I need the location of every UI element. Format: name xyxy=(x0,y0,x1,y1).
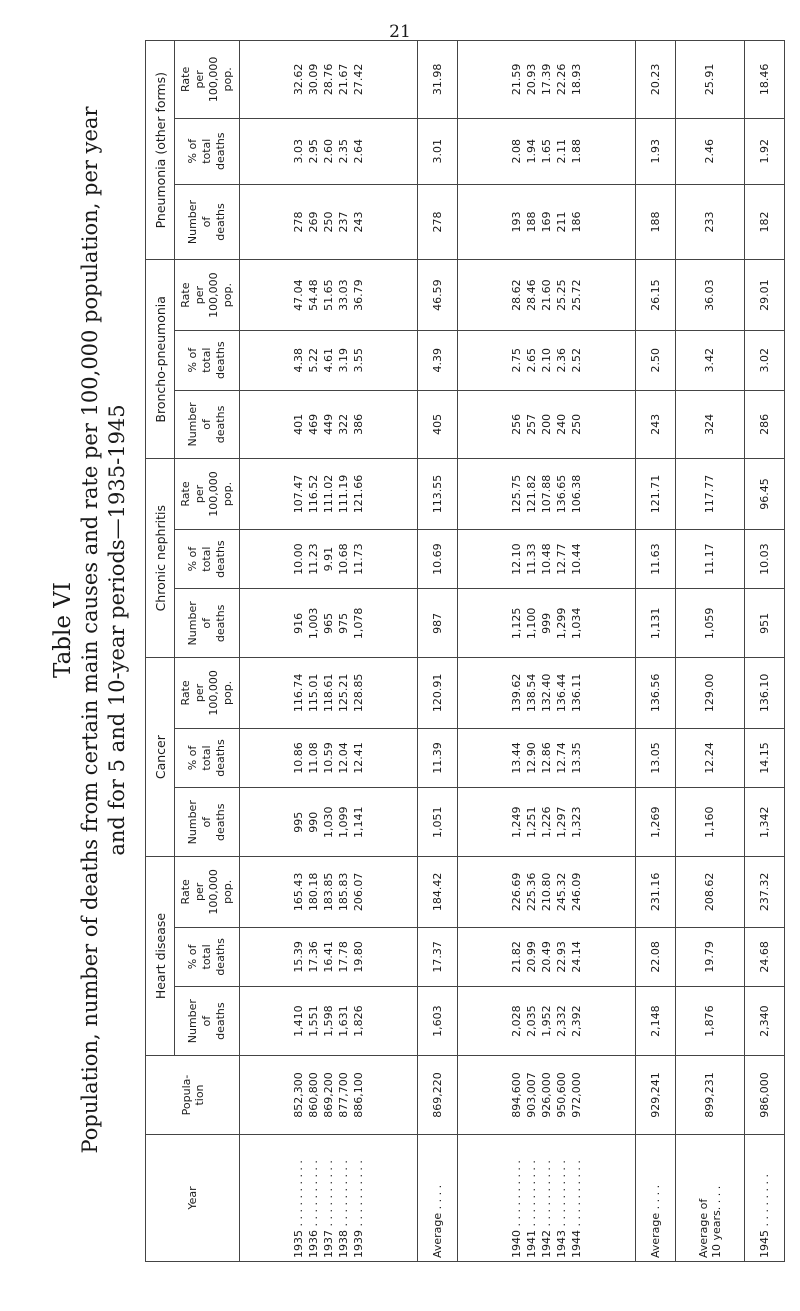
pneumonia-number-cell: 278 xyxy=(417,184,457,260)
pneumonia-number-cell: 233 xyxy=(675,184,744,260)
header-sub-number: Number of deaths xyxy=(175,184,240,260)
heart-percent-cell: 19.79 xyxy=(675,927,744,987)
heart-number-cell: 1,876 xyxy=(675,987,744,1056)
pneumonia-percent-cell: 3.01 xyxy=(417,118,457,184)
pneumonia-percent-cell: 1.92 xyxy=(744,118,784,184)
pneumonia-number-cell: 182 xyxy=(744,184,784,260)
heart-percent-cell: 15.39 17.36 16.41 17.78 19.80 xyxy=(240,927,418,987)
header-sub-number: Number of deaths xyxy=(175,390,240,459)
header-sub-rate: Rate per 100,000 pop. xyxy=(175,658,240,728)
year-cell: Average . . . . xyxy=(635,1135,675,1262)
table-subtitle-line-1: Population, number of deaths from certain main causes and rate per 100,000 population, per year xyxy=(78,106,102,1154)
cancer-rate-cell: 129.00 xyxy=(675,658,744,728)
header-chronic-nephritis: Chronic nephritis xyxy=(146,459,175,658)
broncho-number-cell: 243 xyxy=(635,390,675,459)
nephritis-percent-cell: 12.10 11.33 10.48 12.77 10.44 xyxy=(457,529,635,589)
nephritis-rate-cell: 117.77 xyxy=(675,459,744,529)
broncho-rate-cell: 47.04 54.48 51.65 33.03 36.79 xyxy=(240,260,418,330)
heart-number-cell: 1,410 1,551 1,598 1,631 1,826 xyxy=(240,987,418,1056)
cancer-rate-cell: 136.10 xyxy=(744,658,784,728)
cancer-rate-cell: 136.56 xyxy=(635,658,675,728)
header-row-groups xyxy=(146,41,175,1262)
nephritis-number-cell: 916 1,003 965 975 1,078 xyxy=(240,589,418,658)
cancer-rate-cell: 139.62 138.54 132.40 136.44 136.11 xyxy=(457,658,635,728)
heart-rate-cell: 226.69 225.36 210.80 245.32 246.09 xyxy=(457,857,635,927)
cancer-rate-cell: 116.74 115.01 118.61 125.21 128.85 xyxy=(240,658,418,728)
pneumonia-number-cell: 188 xyxy=(635,184,675,260)
table-title: Table VI xyxy=(50,582,76,678)
header-population: Popula- tion xyxy=(146,1056,240,1135)
year-cell: 1935 . . . . . . . . . . 1936 . . . . . . . . . . 1937 . . . . . . . . . . 1938 . . . . . . . . . . 1939 . . . . . . . . . . xyxy=(240,1135,418,1262)
cancer-number-cell: 1,249 1,251 1,226 1,297 1,323 xyxy=(457,788,635,857)
nephritis-number-cell: 1,125 1,100 999 1,299 1,034 xyxy=(457,589,635,658)
cancer-percent-cell: 13.44 12.90 12.86 12.74 13.35 xyxy=(457,728,635,788)
cancer-percent-cell: 13.05 xyxy=(635,728,675,788)
cancer-rate-cell: 120.91 xyxy=(417,658,457,728)
heart-rate-cell: 237.32 xyxy=(744,857,784,927)
nephritis-percent-cell: 10.69 xyxy=(417,529,457,589)
population-cell: 899,231 xyxy=(675,1056,744,1135)
nephritis-percent-cell: 10.03 xyxy=(744,529,784,589)
nephritis-number-cell: 1,059 xyxy=(675,589,744,658)
table-row-1935-1939 xyxy=(240,41,418,1262)
heart-percent-cell: 22.08 xyxy=(635,927,675,987)
header-sub-rate: Rate per 100,000 pop. xyxy=(175,41,240,119)
pneumonia-number-cell: 278 269 250 237 243 xyxy=(240,184,418,260)
nephritis-number-cell: 1,131 xyxy=(635,589,675,658)
nephritis-number-cell: 951 xyxy=(744,589,784,658)
pneumonia-rate-cell: 32.62 30.09 28.76 21.67 27.42 xyxy=(240,41,418,119)
pneumonia-rate-cell: 25.91 xyxy=(675,41,744,119)
heart-percent-cell: 21.82 20.99 20.49 22.93 24.14 xyxy=(457,927,635,987)
nephritis-rate-cell: 125.75 121.82 107.88 136.65 106.38 xyxy=(457,459,635,529)
broncho-number-cell: 324 xyxy=(675,390,744,459)
header-sub-number: Number of deaths xyxy=(175,987,240,1056)
broncho-percent-cell: 2.75 2.65 2.10 2.36 2.52 xyxy=(457,330,635,390)
pneumonia-percent-cell: 2.46 xyxy=(675,118,744,184)
cancer-percent-cell: 10.86 11.08 10.59 12.04 12.41 xyxy=(240,728,418,788)
header-year: Year xyxy=(146,1135,240,1262)
year-cell: 1945 . . . . . . . . xyxy=(744,1135,784,1262)
year-cell: Average of 10 years. . . . xyxy=(675,1135,744,1262)
broncho-percent-cell: 4.38 5.22 4.61 3.19 3.55 xyxy=(240,330,418,390)
cancer-percent-cell: 12.24 xyxy=(675,728,744,788)
broncho-rate-cell: 28.62 28.46 21.60 25.25 25.72 xyxy=(457,260,635,330)
cancer-number-cell: 1,160 xyxy=(675,788,744,857)
table-title-block xyxy=(50,30,131,1230)
nephritis-number-cell: 987 xyxy=(417,589,457,658)
header-sub-number: Number of deaths xyxy=(175,589,240,658)
heart-percent-cell: 17.37 xyxy=(417,927,457,987)
header-heart-disease: Heart disease xyxy=(146,857,175,1056)
statistics-table xyxy=(145,40,785,1262)
header-sub-percent: % of total deaths xyxy=(175,118,240,184)
table-row-average-2 xyxy=(635,41,675,1262)
broncho-rate-cell: 46.59 xyxy=(417,260,457,330)
statistics-table-wrapper xyxy=(145,40,785,1262)
pneumonia-rate-cell: 20.23 xyxy=(635,41,675,119)
nephritis-percent-cell: 11.63 xyxy=(635,529,675,589)
header-sub-number: Number of deaths xyxy=(175,788,240,857)
heart-number-cell: 1,603 xyxy=(417,987,457,1056)
cancer-percent-cell: 11.39 xyxy=(417,728,457,788)
heart-rate-cell: 184.42 xyxy=(417,857,457,927)
header-sub-percent: % of total deaths xyxy=(175,728,240,788)
cancer-number-cell: 1,051 xyxy=(417,788,457,857)
broncho-number-cell: 401 469 449 322 386 xyxy=(240,390,418,459)
heart-rate-cell: 165.43 180.18 183.85 185.83 206.07 xyxy=(240,857,418,927)
nephritis-percent-cell: 11.17 xyxy=(675,529,744,589)
cancer-number-cell: 1,342 xyxy=(744,788,784,857)
cancer-number-cell: 1,269 xyxy=(635,788,675,857)
broncho-number-cell: 286 xyxy=(744,390,784,459)
population-cell: 852,300 860,800 869,200 877,700 886,100 xyxy=(240,1056,418,1135)
header-sub-percent: % of total deaths xyxy=(175,330,240,390)
cancer-number-cell: 995 990 1,030 1,099 1,141 xyxy=(240,788,418,857)
header-sub-rate: Rate per 100,000 pop. xyxy=(175,857,240,927)
header-sub-percent: % of total deaths xyxy=(175,529,240,589)
pneumonia-rate-cell: 18.46 xyxy=(744,41,784,119)
year-cell: 1940 . . . . . . . . . . 1941 . . . . . . . . . . 1942 . . . . . . . . . . 1943 . . . . . . . . . . 1944 . . . . . . . . . . xyxy=(457,1135,635,1262)
nephritis-rate-cell: 107.47 116.52 111.02 111.19 121.66 xyxy=(240,459,418,529)
heart-number-cell: 2,028 2,035 1,952 2,332 2,392 xyxy=(457,987,635,1056)
cancer-percent-cell: 14.15 xyxy=(744,728,784,788)
broncho-number-cell: 256 257 200 240 250 xyxy=(457,390,635,459)
pneumonia-percent-cell: 2.08 1.94 1.65 2.11 1.88 xyxy=(457,118,635,184)
broncho-rate-cell: 26.15 xyxy=(635,260,675,330)
heart-number-cell: 2,340 xyxy=(744,987,784,1056)
heart-number-cell: 2,148 xyxy=(635,987,675,1056)
header-sub-rate: Rate per 100,000 pop. xyxy=(175,260,240,330)
pneumonia-percent-cell: 1.93 xyxy=(635,118,675,184)
broncho-percent-cell: 2.50 xyxy=(635,330,675,390)
pneumonia-percent-cell: 3.03 2.95 2.60 2.35 2.64 xyxy=(240,118,418,184)
table-subtitle-line-2: and for 5 and 10-year periods—1935-1945 xyxy=(105,404,129,856)
population-cell: 929,241 xyxy=(635,1056,675,1135)
broncho-rate-cell: 29.01 xyxy=(744,260,784,330)
broncho-percent-cell: 3.02 xyxy=(744,330,784,390)
table-row-1945 xyxy=(744,41,784,1262)
nephritis-rate-cell: 96.45 xyxy=(744,459,784,529)
header-sub-percent: % of total deaths xyxy=(175,927,240,987)
pneumonia-rate-cell: 21.59 20.93 17.39 22.26 18.93 xyxy=(457,41,635,119)
pneumonia-number-cell: 193 188 169 211 186 xyxy=(457,184,635,260)
year-cell: Average . . . . xyxy=(417,1135,457,1262)
nephritis-percent-cell: 10.00 11.23 9.91 10.68 11.73 xyxy=(240,529,418,589)
broncho-number-cell: 405 xyxy=(417,390,457,459)
page-number: 21 xyxy=(389,22,411,42)
broncho-rate-cell: 36.03 xyxy=(675,260,744,330)
header-pneumonia-other: Pneumonia (other forms) xyxy=(146,41,175,260)
population-cell: 869,220 xyxy=(417,1056,457,1135)
broncho-percent-cell: 3.42 xyxy=(675,330,744,390)
table-row-1940-1944 xyxy=(457,41,635,1262)
nephritis-rate-cell: 121.71 xyxy=(635,459,675,529)
pneumonia-rate-cell: 31.98 xyxy=(417,41,457,119)
nephritis-rate-cell: 113.55 xyxy=(417,459,457,529)
population-cell: 894,600 903,007 926,000 950,600 972,000 xyxy=(457,1056,635,1135)
heart-rate-cell: 231.16 xyxy=(635,857,675,927)
header-sub-rate: Rate per 100,000 pop. xyxy=(175,459,240,529)
header-cancer: Cancer xyxy=(146,658,175,857)
header-broncho-pneumonia: Broncho-pneumonia xyxy=(146,260,175,459)
population-cell: 986,000 xyxy=(744,1056,784,1135)
table-row-average-10-years xyxy=(675,41,744,1262)
heart-percent-cell: 24.68 xyxy=(744,927,784,987)
heart-rate-cell: 208.62 xyxy=(675,857,744,927)
broncho-percent-cell: 4.39 xyxy=(417,330,457,390)
table-row-average-1 xyxy=(417,41,457,1262)
